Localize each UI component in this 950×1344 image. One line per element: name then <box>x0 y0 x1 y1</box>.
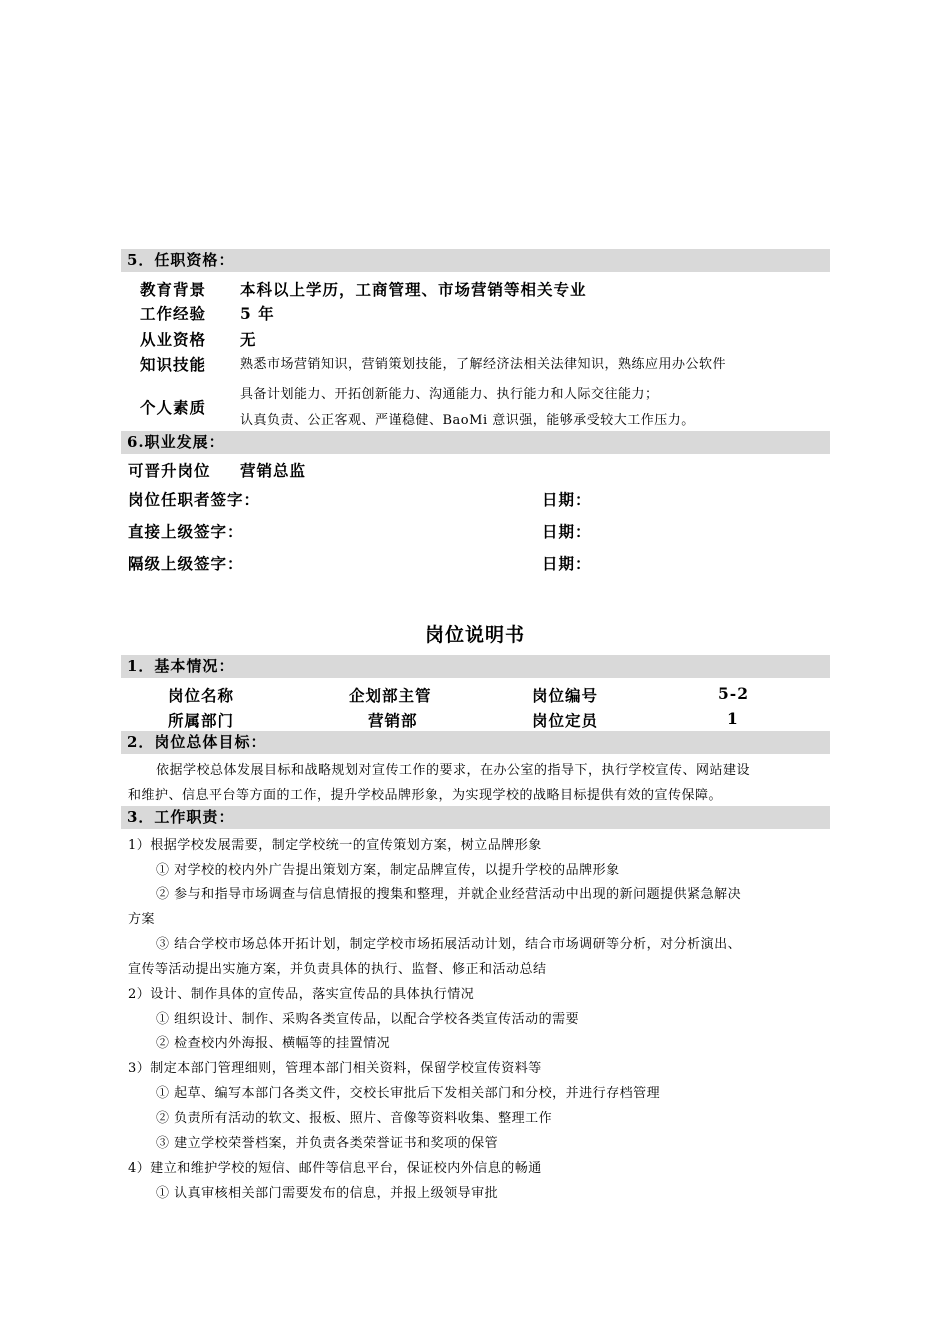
personal-label: 个人素质 <box>140 398 207 417</box>
duty-3: 3）制定本部门管理细则，管理本部门相关资料，保留学校宣传资料等 <box>128 1061 542 1076</box>
duty-2-item-1: ① 组织设计、制作、采购各类宣传品，以配合学校各类宣传活动的需要 <box>156 1012 580 1027</box>
headcount-value: 1 <box>727 709 739 728</box>
education-label: 教育背景 <box>140 280 207 299</box>
supervisor-date-label: 日期： <box>542 522 592 541</box>
promotion-label: 可晋升岗位 <box>128 461 211 480</box>
section-2-header: 2．岗位总体目标： <box>121 731 830 754</box>
incumbent-signature-label: 岗位任职者签字： <box>128 490 261 509</box>
duty-1-item-3: ③ 结合学校市场总体开拓计划，制定学校市场拓展活动计划，结合市场调研等分析，对分析演出、 <box>156 937 742 952</box>
duty-2-item-2: ② 检查校内外海报、横幅等的挂置情况 <box>156 1036 391 1051</box>
experience-label: 工作经验 <box>140 304 207 323</box>
knowledge-label: 知识技能 <box>140 355 207 374</box>
section-5-header: 5．任职资格： <box>121 249 830 272</box>
incumbent-date-label: 日期： <box>542 490 592 509</box>
section-6-header: 6.职业发展： <box>121 431 830 454</box>
duty-1-item-1: ① 对学校的校内外广告提出策划方案，制定品牌宣传，以提升学校的品牌形象 <box>156 863 620 878</box>
duty-1-item-3-cont: 宣传等活动提出实施方案，并负责具体的执行、监督、修正和活动总结 <box>128 962 547 977</box>
department-value: 营销部 <box>368 711 418 730</box>
skip-level-date-label: 日期： <box>542 554 592 573</box>
education-value: 本科以上学历，工商管理、市场营销等相关专业 <box>240 280 587 299</box>
objective-line-2: 和维护、信息平台等方面的工作，提升学校品牌形象，为实现学校的战略目标提供有效的宣传保障。 <box>128 788 723 803</box>
duty-1: 1）根据学校发展需要，制定学校统一的宣传策划方案，树立品牌形象 <box>128 838 542 853</box>
section-1-header: 1．基本情况： <box>121 655 830 678</box>
duty-3-item-2: ② 负责所有活动的软文、报板、照片、音像等资料收集、整理工作 <box>156 1111 553 1126</box>
experience-value: 5 年 <box>240 304 275 323</box>
duty-4: 4）建立和维护学校的短信、邮件等信息平台，保证校内外信息的畅通 <box>128 1161 542 1176</box>
objective-line-1: 依据学校总体发展目标和战略规划对宣传工作的要求，在办公室的指导下，执行学校宣传、网站建设 <box>156 763 751 778</box>
position-code-value: 5-2 <box>718 684 750 703</box>
qualification-value: 无 <box>240 330 257 349</box>
duty-1-item-2-cont: 方案 <box>128 912 156 927</box>
position-code-label: 岗位编号 <box>532 686 599 705</box>
personal-line-1: 具备计划能力、开拓创新能力、沟通能力、执行能力和人际交往能力； <box>240 387 659 402</box>
section-3-header: 3．工作职责： <box>121 806 830 829</box>
document-title: 岗位说明书 <box>424 624 525 646</box>
duty-2: 2）设计、制作具体的宣传品，落实宣传品的具体执行情况 <box>128 987 475 1002</box>
department-label: 所属部门 <box>168 711 235 730</box>
personal-line-2: 认真负责、公正客观、严谨稳健、BaoMi 意识强，能够承受较大工作压力。 <box>240 413 695 428</box>
headcount-label: 岗位定员 <box>532 711 599 730</box>
duty-3-item-1: ① 起草、编写本部门各类文件，交校长审批后下发相关部门和分校，并进行存档管理 <box>156 1086 661 1101</box>
duty-3-item-3: ③ 建立学校荣誉档案，并负责各类荣誉证书和奖项的保管 <box>156 1136 499 1151</box>
skip-level-signature-label: 隔级上级签字： <box>128 554 244 573</box>
position-name-value: 企划部主管 <box>349 686 432 705</box>
supervisor-signature-label: 直接上级签字： <box>128 522 244 541</box>
duty-4-item-1: ① 认真审核相关部门需要发布的信息，并报上级领导审批 <box>156 1186 499 1201</box>
position-name-label: 岗位名称 <box>168 686 235 705</box>
duty-1-item-2: ② 参与和指导市场调查与信息情报的搜集和整理，并就企业经营活动中出现的新问题提供紧急解决 <box>156 887 742 902</box>
knowledge-value: 熟悉市场营销知识，营销策划技能，了解经济法相关法律知识，熟练应用办公软件 <box>240 357 727 372</box>
promotion-value: 营销总监 <box>240 461 307 480</box>
qualification-label: 从业资格 <box>140 330 207 349</box>
